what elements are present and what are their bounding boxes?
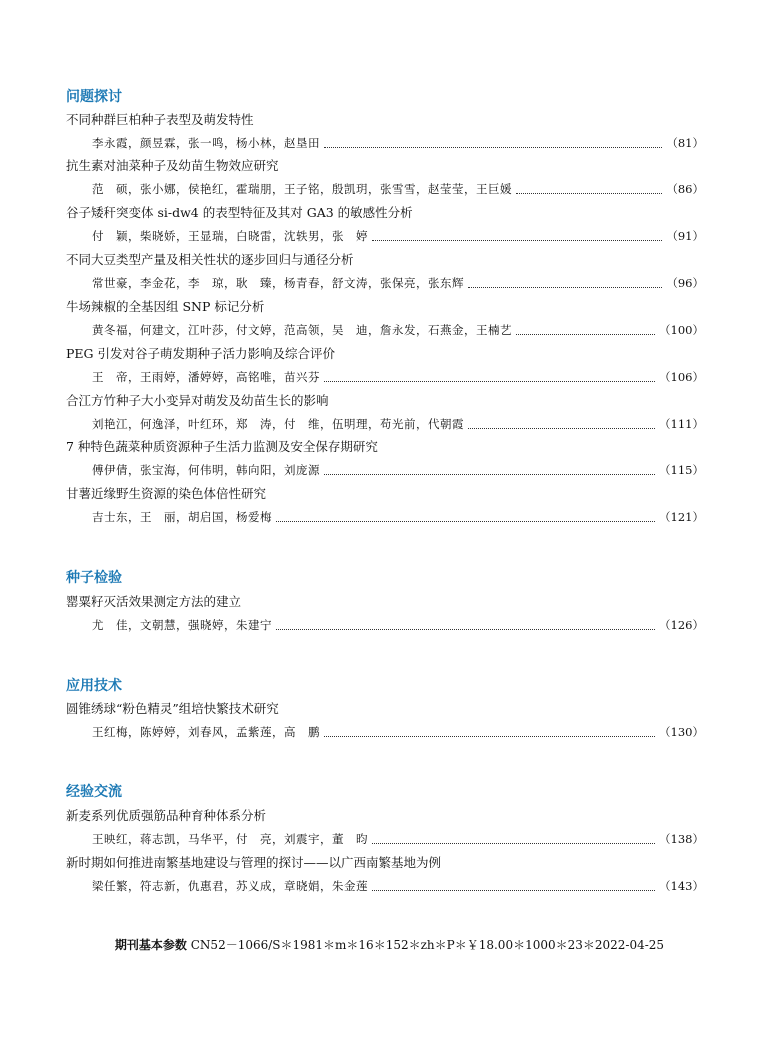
- article-page: （130）: [659, 725, 704, 739]
- article-page: （96）: [666, 276, 704, 290]
- dot-leader: [516, 184, 662, 194]
- article-authors: 吉士东，王 丽，胡启国，杨爱梅: [92, 510, 272, 524]
- dot-leader: [372, 881, 655, 891]
- dot-leader: [324, 465, 655, 475]
- article-authors: 常世豪，李金花，李 琼，耿 臻，杨青春，舒文涛，张保亮，张东辉: [92, 276, 464, 290]
- article-authors-row: [92, 724, 704, 740]
- article-title: PEG 引发对谷子萌发期种子活力影响及综合评价: [66, 346, 335, 361]
- article-title: 新时期如何推进南繁基地建设与管理的探讨——以广西南繁基地为例: [66, 855, 442, 870]
- article-authors-row: [92, 228, 704, 244]
- article-authors-row: [92, 462, 704, 478]
- article-title: 牛场辣椒的全基因组 SNP 标记分析: [66, 299, 265, 314]
- dot-leader: [324, 727, 655, 737]
- article-page: （111）: [659, 417, 704, 431]
- article-title: 合江方竹种子大小变异对萌发及幼苗生长的影响: [66, 393, 329, 408]
- section-title: 种子检验: [66, 570, 122, 586]
- article-title: 圆锥绣球“粉色精灵”组培快繁技术研究: [66, 701, 279, 716]
- article-authors: 梁任繁，符志新，仇惠君，苏义成，章晓娟，朱金莲: [92, 879, 368, 893]
- dot-leader: [324, 372, 655, 382]
- article-authors: 傅伊倩，张宝海，何伟明，韩向阳，刘庞源: [92, 463, 320, 477]
- dot-leader: [468, 419, 655, 429]
- dot-leader: [372, 231, 662, 241]
- article-page: （81）: [666, 136, 704, 150]
- dot-leader: [468, 278, 662, 288]
- article-authors-row: [92, 369, 704, 385]
- article-authors-row: [92, 831, 704, 847]
- article-page: （126）: [659, 618, 704, 632]
- article-page: （100）: [659, 323, 704, 337]
- dot-leader: [516, 325, 655, 335]
- section-title: 经验交流: [66, 784, 122, 800]
- article-page: （143）: [659, 879, 704, 893]
- section-title: 应用技术: [66, 678, 122, 694]
- article-authors: 王 帝，王雨婷，潘婷婷，高铭唯，苗兴芬: [92, 370, 320, 384]
- journal-parameters-text: CN52－1066/S＊1981＊m＊16＊152＊zh＊P＊￥18.00＊1000＊23＊2022-04-25: [190, 938, 665, 952]
- article-title: 谷子矮秆突变体 si-dw4 的表型特征及其对 GA3 的敏感性分析: [66, 205, 413, 220]
- article-authors: 付 颖，柴晓娇，王显瑞，白晓雷，沈轶男，张 婷: [92, 229, 368, 243]
- article-title: 7 种特色蔬菜种质资源种子生活力监测及安全保存期研究: [66, 439, 378, 454]
- article-title: 甘薯近缘野生资源的染色体倍性研究: [66, 486, 267, 501]
- article-authors-row: [92, 322, 704, 338]
- dot-leader: [276, 512, 655, 522]
- article-authors-row: [92, 181, 704, 197]
- article-authors-row: [92, 416, 704, 432]
- article-authors: 刘艳江，何逸泽，叶红环，郑 涛，付 维，伍明理，苟光前，代朝霞: [92, 417, 464, 431]
- article-authors: 王映红，蒋志凯，马华平，付 亮，刘震宇，董 昀: [92, 832, 368, 846]
- dot-leader: [372, 834, 655, 844]
- article-page: （115）: [659, 463, 704, 477]
- article-authors: 尤 佳，文朝慧，强晓婷，朱建宁: [92, 618, 272, 632]
- article-authors: 王红梅，陈婷婷，刘春风，孟紫莲，高 鹏: [92, 725, 320, 739]
- article-title: 抗生素对油菜种子及幼苗生物效应研究: [66, 158, 279, 173]
- article-title: 新麦系列优质强筋品种育种体系分析: [66, 808, 267, 823]
- article-title: 不同大豆类型产量及相关性状的逐步回归与通径分析: [66, 252, 354, 267]
- article-authors: 黄冬福，何建文，江叶莎，付文婷，范高领，吴 迪，詹永发，石燕金，王楠艺: [92, 323, 512, 337]
- section-title: 问题探讨: [66, 89, 122, 105]
- article-page: （91）: [666, 229, 704, 243]
- dot-leader: [276, 620, 655, 630]
- article-title: 罂粟籽灭活效果测定方法的建立: [66, 594, 242, 609]
- article-authors: 李永霞，颜昱霖，张一鸣，杨小林，赵垦田: [92, 136, 320, 150]
- article-authors-row: [92, 617, 704, 633]
- article-authors-row: [92, 509, 704, 525]
- article-page: （106）: [659, 370, 704, 384]
- journal-parameters: [0, 936, 779, 953]
- dot-leader: [324, 138, 662, 148]
- article-authors-row: [92, 135, 704, 151]
- article-page: （121）: [659, 510, 704, 524]
- article-authors-row: [92, 275, 704, 291]
- article-authors-row: [92, 878, 704, 894]
- article-authors: 范 硕，张小娜，侯艳红，霍瑞朋，王子铭，殷凯玥，张雪雪，赵莹莹，王巨媛: [92, 182, 512, 196]
- article-title: 不同种群巨柏种子表型及萌发特性: [66, 112, 254, 127]
- article-page: （86）: [666, 182, 704, 196]
- article-page: （138）: [659, 832, 704, 846]
- journal-parameters-label: 期刊基本参数: [114, 938, 187, 952]
